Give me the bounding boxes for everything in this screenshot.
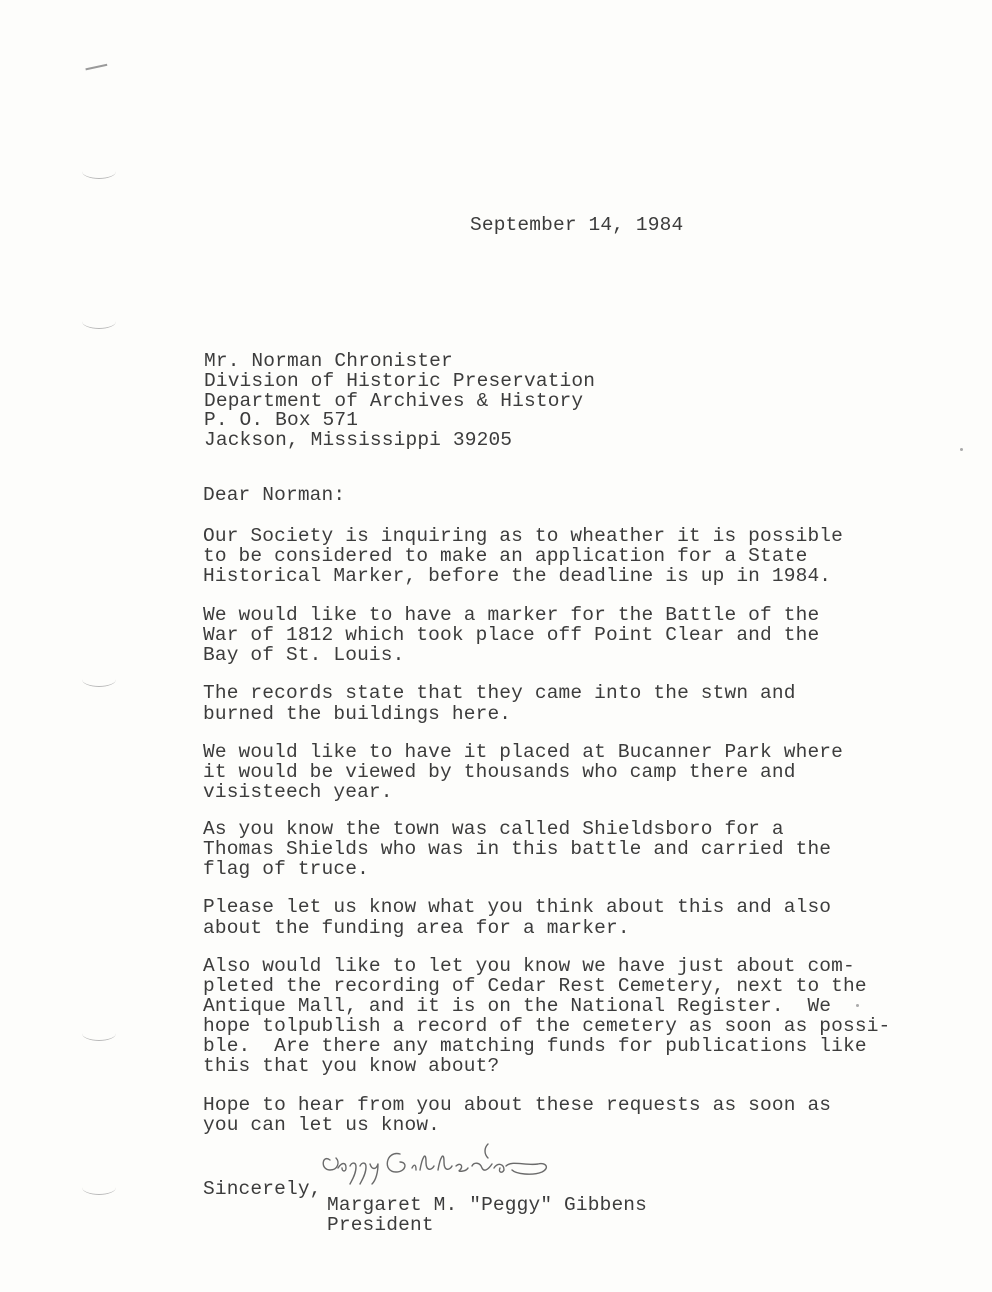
signer-name: Margaret M. "Peggy" Gibbens	[327, 1194, 648, 1216]
body-line: Thomas Shields who was in this battle and carried the	[203, 838, 832, 860]
binder-punch-mark	[82, 1026, 116, 1041]
recipient-division: Division of Historic Preservation	[204, 370, 596, 392]
body-line: flag of truce.	[203, 858, 369, 880]
paper-speck	[960, 448, 963, 451]
body-line: We would like to have it placed at Bucanner Park where	[203, 741, 844, 763]
body-line: Bay of St. Louis.	[203, 644, 405, 666]
body-line: to be considered to make an application for a State	[203, 545, 808, 567]
paper-speck	[856, 1004, 859, 1007]
body-line: about the funding area for a marker.	[203, 917, 630, 939]
body-line: ble. Are there any matching funds for publications like	[203, 1035, 867, 1057]
body-line: The records state that they came into the stwn and	[203, 682, 796, 704]
body-line: hope tolpublish a record of the cemetery as soon as possi-	[203, 1015, 891, 1037]
body-line: burned the buildings here.	[203, 703, 512, 725]
handwritten-signature	[316, 1140, 556, 1186]
body-line: Historical Marker, before the deadline is up in 1984.	[203, 565, 832, 587]
body-line: As you know the town was called Shieldsboro for a	[203, 818, 784, 840]
recipient-name: Mr. Norman Chronister	[204, 350, 453, 372]
binder-punch-mark	[82, 672, 116, 687]
body-line: visisteech year.	[203, 781, 393, 803]
body-line: pleted the recording of Cedar Rest Cemetery, next to the	[203, 975, 867, 997]
body-line: Hope to hear from you about these requests as soon as	[203, 1094, 832, 1116]
letter-date: September 14, 1984	[470, 214, 684, 236]
binder-punch-mark	[82, 314, 116, 329]
body-line: Antique Mall, and it is on the National Register. We	[203, 995, 832, 1017]
signer-title: President	[327, 1214, 434, 1236]
body-line: Please let us know what you think about this and also	[203, 896, 832, 918]
body-line: it would be viewed by thousands who camp there and	[203, 761, 796, 783]
body-line: you can let us know.	[203, 1114, 441, 1136]
binder-punch-mark	[82, 1180, 116, 1195]
body-line: We would like to have a marker for the Battle of the	[203, 604, 820, 626]
stray-ink-mark	[85, 64, 108, 76]
body-line: War of 1812 which took place off Point Clear and the	[203, 624, 820, 646]
body-line: this that you know about?	[203, 1055, 500, 1077]
recipient-box: P. O. Box 571	[204, 409, 359, 431]
salutation: Dear Norman:	[203, 484, 346, 506]
closing: Sincerely,	[203, 1178, 322, 1200]
body-line: Our Society is inquiring as to wheather it is possible	[203, 525, 844, 547]
recipient-department: Department of Archives & History	[204, 390, 584, 412]
body-line: Also would like to let you know we have just about com-	[203, 955, 855, 977]
binder-punch-mark	[82, 164, 116, 179]
recipient-city: Jackson, Mississippi 39205	[204, 429, 513, 451]
